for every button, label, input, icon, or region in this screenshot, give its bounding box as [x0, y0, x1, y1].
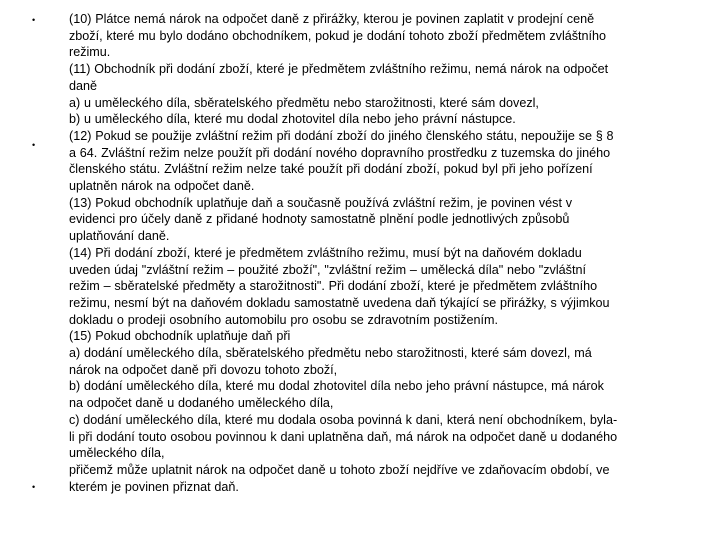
text-line: režimu. [69, 45, 111, 60]
text-line: režim – sběratelské předměty a starožitnosti". Při dodání zboží, které je předmětem zvláštního [69, 279, 598, 294]
text-line: uveden údaj "zvláštní režim – použité zboží", "zvláštní režim – umělecká díla" nebo "zvláštní [69, 262, 586, 277]
text-line: (14) Při dodání zboží, které je předmětem zvláštního režimu, musí být na daňovém dokladu [69, 245, 582, 260]
text-line: (10) Plátce nemá nárok na odpočet daně z přirážky, kterou je povinen zaplatit v prodejní ceně [69, 12, 595, 26]
text-line: li při dodání touto osobou povinnou k dani uplatněna daň, má nárok na odpočet daně u dodaného [69, 429, 618, 444]
text-line: b) dodání uměleckého díla, které mu dodal zhotovitel díla nebo jeho právní nástupce, má nárok [69, 379, 604, 394]
text-line: a 64. Zvláštní režim nelze použít při dodání nového dopravního prostředku z tuzemska do jiného [69, 145, 611, 160]
text-line: evidenci pro účely daně z přidané hodnoty samostatně plnění podle jednotlivých způsobů [69, 212, 570, 227]
text-line: členského státu. Zvláštní režim nelze také použít při dodání zboží, pokud byl při jeho pořízení [69, 162, 593, 177]
text-line: b) u uměleckého díla, které mu dodal zhotovitel díla nebo jeho právní nástupce. [69, 112, 516, 127]
text-line: uplatněn nárok na odpočet daně. [69, 179, 255, 194]
body-text [69, 11, 684, 495]
text-line: uměleckého díla, [69, 446, 165, 461]
text-line: (12) Pokud se použije zvláštní režim při dodání zboží do jiného členského státu, nepoužije se § 8 [69, 128, 614, 143]
bullet-marker: • [32, 482, 36, 492]
text-line: (11) Obchodník při dodání zboží, které je předmětem zvláštního režimu, nemá nárok na odpočet [69, 62, 609, 77]
bullet-marker: • [32, 140, 36, 150]
bullet-marker: • [32, 15, 36, 25]
text-line: přičemž může uplatnit nárok na odpočet daně u tohoto zboží nejdříve ve zdaňovacím období, ve [69, 462, 610, 477]
text-line: daně [69, 78, 98, 93]
text-line: dokladu o prodeji osobního automobilu pro osobu se zdravotním postižením. [69, 312, 499, 327]
text-line: nárok na odpočet daně při dovozu tohoto zboží, [69, 362, 338, 377]
text-line: zboží, které mu bylo dodáno obchodníkem, pokud je dodání tohoto zboží předmětem zvláštního [69, 28, 607, 43]
text-line: a) u uměleckého díla, sběratelského předmětu nebo starožitnosti, které sám dovezl, [69, 95, 539, 110]
text-line: režimu, nesmí být na daňovém dokladu samostatně uvedena daň týkající se přirážky, s výjimkou [69, 295, 610, 310]
text-line: kterém je povinen přiznat daň. [69, 479, 239, 494]
text-line: uplatňování daně. [69, 229, 170, 244]
text-line: a) dodání uměleckého díla, sběratelského předmětu nebo starožitnosti, které sám dovezl, má [69, 346, 592, 361]
text-line: (13) Pokud obchodník uplatňuje daň a současně používá zvláštní režim, je povinen vést v [69, 195, 573, 210]
text-line: na odpočet daně u dodaného uměleckého díla, [69, 396, 334, 411]
text-line: c) dodání uměleckého díla, které mu dodala osoba povinná k dani, která není obchodníkem, byla- [69, 412, 618, 427]
text-line: (15) Pokud obchodník uplatňuje daň při [69, 329, 291, 344]
